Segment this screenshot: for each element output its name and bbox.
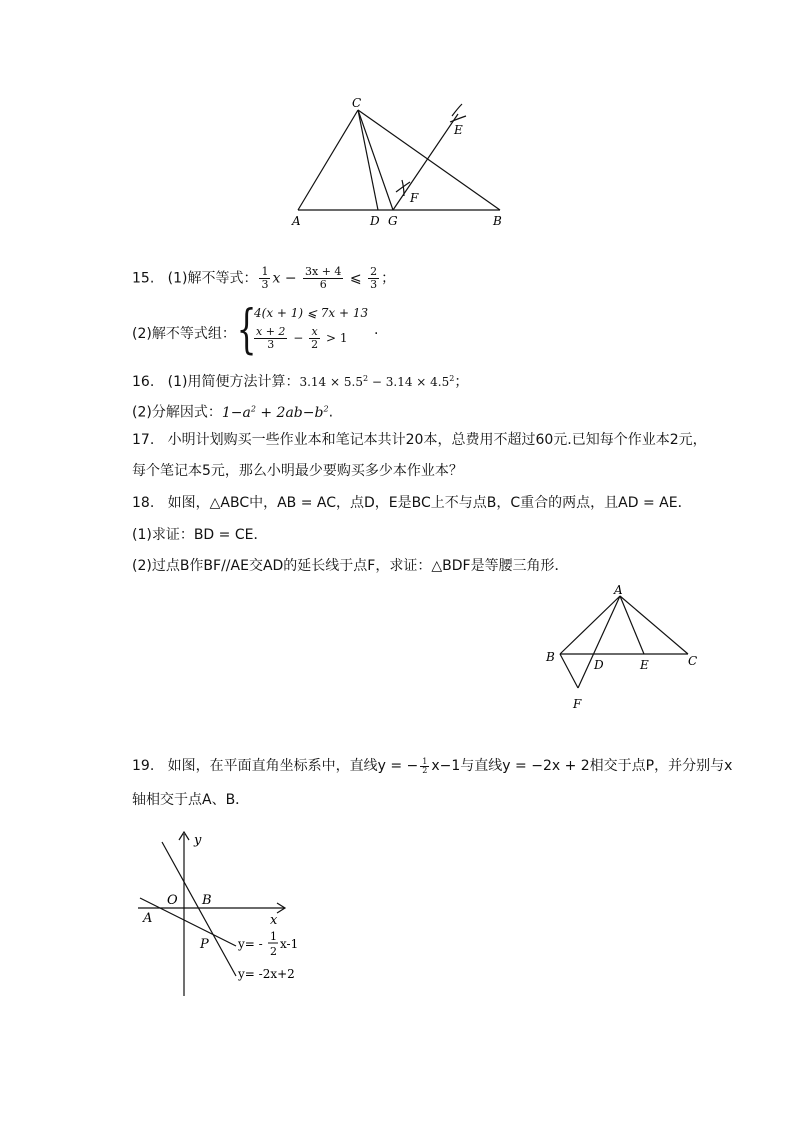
q16-part1: 16. (1)用简便方法计算：$3.14 \times 5.5^2 - 3.14 \times 4.5^2$； (132, 374, 469, 390)
label-B: B (546, 650, 555, 664)
label-D: D (370, 214, 380, 228)
label-x: x (270, 913, 278, 928)
q17-line1: 17. 小明计划购买一些作业本和笔记本共计20本，总费用不超过60元.已知每个作业本2元， (132, 432, 707, 448)
line2-equation: y= -2x+2 (238, 967, 295, 981)
q19-number: 19. (132, 758, 155, 774)
triangle-construction-figure (280, 92, 530, 232)
q16-number: 16. (132, 374, 155, 390)
label-B: B (493, 214, 502, 228)
fraction: $\frac{1}{2}$ (422, 756, 428, 775)
label-A: A (292, 214, 301, 228)
label-y: y (194, 833, 202, 848)
q17-line2: 每个笔记本5元，那么小明最少要购买多少本作业本？ (132, 463, 463, 479)
coordinate-plane-figure (134, 828, 314, 1000)
label-C: C (688, 654, 698, 668)
q15-system-row2: $\frac{x + 2}{3}$ − $\frac{x}{2}$ > 1 (256, 325, 348, 351)
q16-part2: (2)分解因式：$1-a^2 + 2ab-b^2$. (132, 404, 334, 421)
q15-number: 15. (132, 270, 155, 287)
label-A: A (614, 583, 623, 597)
q18-line1: 18. 如图，△ABC中，AB = AC，点D，E是BC上不与点B，C重合的两点，且AD = AE． (132, 495, 692, 511)
label-F: F (573, 697, 582, 711)
fraction: $\frac{1}{3}$ (261, 265, 269, 291)
label-P: P (200, 937, 209, 952)
label-A: A (143, 911, 153, 926)
label-E: E (454, 123, 463, 137)
label-D: D (594, 658, 604, 672)
line1-equation-a: y= - (238, 937, 263, 951)
label-E: E (640, 658, 649, 672)
q18-line2: (1)求证：BD = CE． (132, 527, 268, 543)
q18-line3: (2)过点B作BF//AE交AD的延长线于点F，求证：△BDF是等腰三角形． (132, 558, 569, 574)
fraction: $\frac{3x + 4}{6}$ (305, 265, 342, 291)
line1-equation-b: x-1 (280, 937, 299, 951)
q17-number: 17. (132, 432, 155, 448)
q19-line1: 19. 如图，在平面直角坐标系中，直线y = − $\frac{1}{2}$ x−1与直线y = −2x + 2相交于点P，并分别与x (132, 756, 733, 775)
label-C: C (352, 96, 362, 110)
label-B: B (202, 893, 212, 908)
q15-part1: 15. (1)解不等式： $\frac{1}{3}$ x − $\frac{3x + 4}{6}$ ⩽ $\frac{2}{3}$ ； (132, 265, 396, 291)
label-G: G (388, 214, 398, 228)
line1-equation-fden: 2 (270, 945, 277, 958)
fraction: $\frac{2}{3}$ (370, 265, 378, 291)
label-F: F (410, 191, 419, 205)
q19-line2: 轴相交于点A、B． (132, 792, 250, 808)
system-brace: { (236, 300, 257, 360)
line1-equation-fnum: 1 (270, 930, 277, 943)
label-O: O (167, 893, 178, 908)
q18-number: 18. (132, 495, 155, 511)
triangle-abc-figure (540, 582, 710, 714)
